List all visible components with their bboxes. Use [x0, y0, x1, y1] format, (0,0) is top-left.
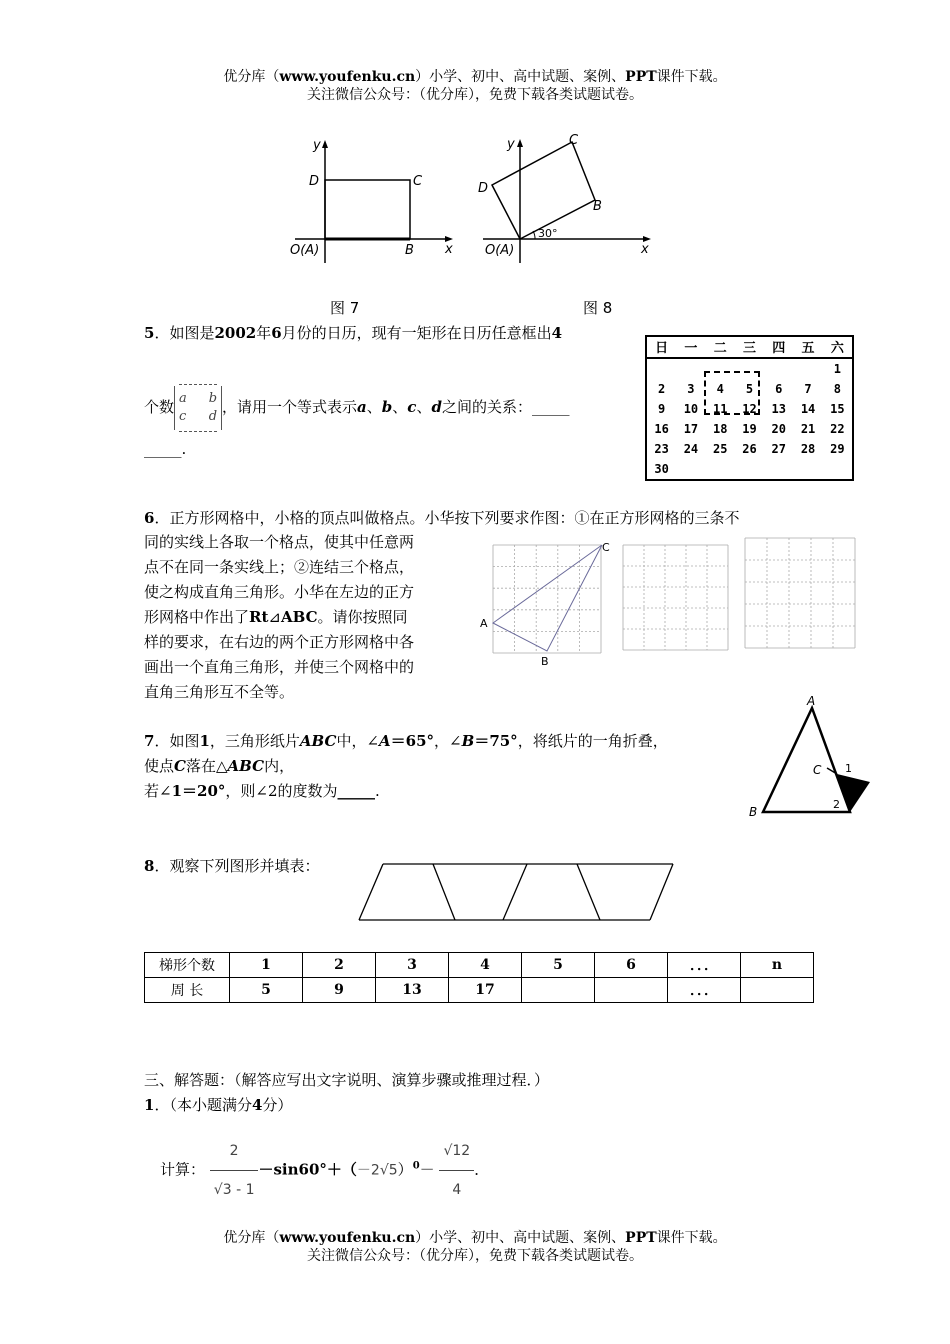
- calendar-day: 20: [771, 422, 786, 436]
- calendar-day: 6: [775, 382, 783, 396]
- grid-label-a: A: [480, 617, 488, 630]
- table-cell[interactable]: [595, 978, 668, 1003]
- calendar-day: 26: [742, 442, 757, 456]
- table-cell[interactable]: [741, 978, 814, 1003]
- q7-line-1: 7．如图1，三角形纸片ABC中，∠A＝65°，∠B＝75°，将纸片的一角折叠，: [144, 732, 668, 750]
- q5-line-3: _____.: [144, 440, 187, 458]
- calendar-day: 27: [771, 442, 786, 456]
- table-cell: 周 长: [145, 978, 230, 1003]
- calendar-day: [793, 459, 822, 479]
- table-cell: 3: [376, 953, 449, 978]
- q6-line-3: 点不在同一条实线上；②连结三个格点，: [144, 558, 415, 576]
- table-cell: ．．．: [668, 978, 741, 1003]
- q8-trapezoids: [355, 860, 680, 925]
- q7-line-3: 若∠1＝20°，则∠2的度数为_____.: [144, 782, 380, 800]
- calendar-row: [647, 459, 852, 479]
- fig7-label-o: O(A): [290, 243, 320, 258]
- fig7-label-b: B: [405, 243, 414, 258]
- site-link[interactable]: www.youfenku.cn: [279, 69, 416, 85]
- footer-line-1: 优分库（www.youfenku.cn）小学、初中、高中试题、案例、PPT课件下载。: [223, 1230, 727, 1246]
- table-cell[interactable]: [522, 978, 595, 1003]
- fig7-label-d: D: [309, 174, 320, 189]
- calendar-day: 2: [658, 382, 666, 396]
- calendar-day: 10: [683, 402, 699, 416]
- calendar-day: 19: [742, 422, 757, 436]
- calendar-day: 1: [833, 362, 841, 376]
- q7-line-2: 使点C落在△ABC内，: [144, 757, 295, 775]
- fig8-angle: 30°: [538, 227, 558, 240]
- q6-line-1: 6．正方形网格中，小格的顶点叫做格点。小华按下列要求作图：①在正方形网格的三条不: [144, 509, 740, 527]
- table-cell: 17: [449, 978, 522, 1003]
- calendar-day: 9: [658, 402, 666, 416]
- table-cell: 5: [522, 953, 595, 978]
- calendar-day: 23: [654, 442, 669, 456]
- calendar-day: [706, 459, 735, 479]
- q5-blank-1[interactable]: _____: [531, 398, 570, 416]
- fig8-label-c: C: [569, 133, 579, 148]
- triangle-abc: [493, 545, 602, 651]
- calendar-head-1: 一: [684, 341, 698, 356]
- calendar-day: 18: [712, 422, 728, 436]
- calendar-day: 17: [683, 422, 699, 436]
- footer-site-link[interactable]: www.youfenku.cn: [279, 1230, 416, 1246]
- grid-label-c: C: [602, 541, 610, 554]
- calendar-day: 25: [712, 442, 728, 456]
- table-cell: 6: [595, 953, 668, 978]
- calendar-day: 8: [833, 382, 841, 396]
- table-cell: 4: [449, 953, 522, 978]
- q7-label-1: 1: [845, 762, 852, 775]
- q6-line-5: 形网格中作出了Rt⊿ABC。请你按照同: [144, 608, 408, 626]
- figure-8: [475, 130, 660, 320]
- calendar-day: 14: [800, 402, 816, 416]
- q5-line-1: 5．如图是2002年6月份的日历，现有一矩形在日历任意框出4: [144, 324, 563, 342]
- calendar-day: 15: [830, 402, 845, 416]
- fig7-label-c: C: [413, 174, 423, 189]
- fig7-caption: 图 7: [330, 299, 360, 317]
- figure-7: [285, 135, 460, 320]
- q6-grids: [475, 535, 865, 670]
- table-cell: n: [741, 953, 814, 978]
- grid-3: [745, 538, 855, 648]
- fig8-caption: 图 8: [583, 299, 613, 317]
- q5-blank-2[interactable]: _____: [144, 440, 182, 458]
- grid-label-b: B: [541, 655, 549, 668]
- calendar-day: 5: [745, 382, 754, 396]
- table-cell: 2: [303, 953, 376, 978]
- calendar-day: [676, 459, 705, 479]
- calendar-day: 30: [654, 462, 669, 476]
- calendar-day: 22: [830, 422, 845, 436]
- calendar-head-0: 日: [655, 341, 669, 356]
- calendar-day: 3: [687, 382, 695, 396]
- calendar-head-3: 三: [742, 341, 756, 356]
- q6-line-2: 同的实线上各取一个格点，使其中任意两: [144, 533, 415, 551]
- fig8-label-o: O(A): [485, 243, 515, 258]
- section3-title: 三、解答题：（解答应写出文字说明、演算步骤或推理过程．）: [144, 1071, 550, 1089]
- q7-label-b: B: [749, 805, 758, 819]
- calendar-head-5: 五: [801, 341, 815, 356]
- q5-box: a b c d: [174, 386, 222, 430]
- table-row: [145, 953, 814, 978]
- fig7-label-x: x: [445, 242, 453, 257]
- table-cell: 5: [230, 978, 303, 1003]
- fig8-label-y: y: [507, 137, 515, 152]
- calendar-day: 21: [800, 422, 816, 436]
- q8-table: [144, 952, 814, 1003]
- fig8-label-b: B: [593, 199, 602, 214]
- q7-label-2: 2: [833, 798, 840, 811]
- table-cell: 9: [303, 978, 376, 1003]
- grid-2: [623, 545, 728, 650]
- q7-label-c: C: [813, 763, 822, 777]
- grid-1: [493, 545, 601, 653]
- q7-blank[interactable]: _____: [337, 782, 376, 800]
- fraction-1: $\frac{2}{√3 - 1}$: [210, 1132, 259, 1209]
- calendar-day: [764, 359, 793, 379]
- calendar-selection-box: [704, 371, 760, 415]
- header-line-1: 优分库（www.youfenku.cn）小学、初中、高中试题、案例、PPT课件下载。: [223, 69, 727, 85]
- calendar-day: 7: [804, 382, 812, 396]
- calendar-day: [764, 459, 793, 479]
- footer-line-2: 关注微信公众号：（优分库），免费下载各类试题试卷。: [307, 1248, 643, 1264]
- q7-label-a: A: [807, 694, 816, 708]
- calendar-day: 28: [800, 442, 816, 456]
- section3-calc: 计算： $\frac{2}{√3 - 1}$ $-\sin 60^\circ+(-2√5)^0-$ $\frac{√12}{4}$ ．: [160, 1132, 489, 1209]
- calendar-day: 4: [716, 382, 724, 396]
- q6-line-8: 直角三角形互不全等。: [144, 683, 295, 701]
- calendar-day: 16: [654, 422, 669, 436]
- section3-q1: 1．（本小题满分4分）: [144, 1096, 293, 1114]
- q6-line-7: 画出一个直角三角形，并使三个网格中的: [144, 658, 415, 676]
- calendar-row: [647, 439, 852, 459]
- table-row: [145, 978, 814, 1003]
- fraction-2: $\frac{√12}{4}$: [439, 1132, 474, 1209]
- fig8-label-d: D: [478, 181, 489, 196]
- calendar-day: 29: [830, 442, 845, 456]
- calendar-day: [647, 359, 676, 379]
- calendar-day: [735, 459, 764, 479]
- calendar-row: [647, 419, 852, 439]
- calendar-day: [676, 359, 705, 379]
- q6-line-4: 使之构成直角三角形。小华在左边的正方: [144, 583, 415, 601]
- calendar-day: 11: [712, 402, 728, 416]
- calendar-day: [793, 359, 822, 379]
- q5-line-2: 个数 a b c d ，请用一个等式表示a、b、c、d之间的关系：_____: [144, 386, 569, 430]
- table-cell: 1: [230, 953, 303, 978]
- table-cell: 梯形个数: [145, 953, 230, 978]
- q6-line-6: 样的要求，在右边的两个正方形网格中各: [144, 633, 415, 651]
- calendar-head-2: 二: [713, 341, 727, 356]
- q8-line: 8．观察下列图形并填表：: [144, 857, 320, 875]
- fig8-label-x: x: [641, 242, 649, 257]
- calendar-day: 13: [771, 402, 786, 416]
- calendar-head-4: 四: [772, 341, 786, 356]
- table-cell: 13: [376, 978, 449, 1003]
- calendar-head-6: 六: [830, 341, 844, 356]
- calendar-day: [823, 459, 852, 479]
- fig7-label-y: y: [313, 138, 321, 153]
- calendar-header: [647, 337, 852, 359]
- q7-figure: [745, 692, 880, 822]
- table-cell: ．．．: [668, 953, 741, 978]
- calendar-day: 24: [683, 442, 699, 456]
- calendar: [645, 335, 854, 481]
- header-line-2: 关注微信公众号：（优分库），免费下载各类试题试卷。: [307, 87, 643, 103]
- calendar-day: 12: [742, 402, 757, 416]
